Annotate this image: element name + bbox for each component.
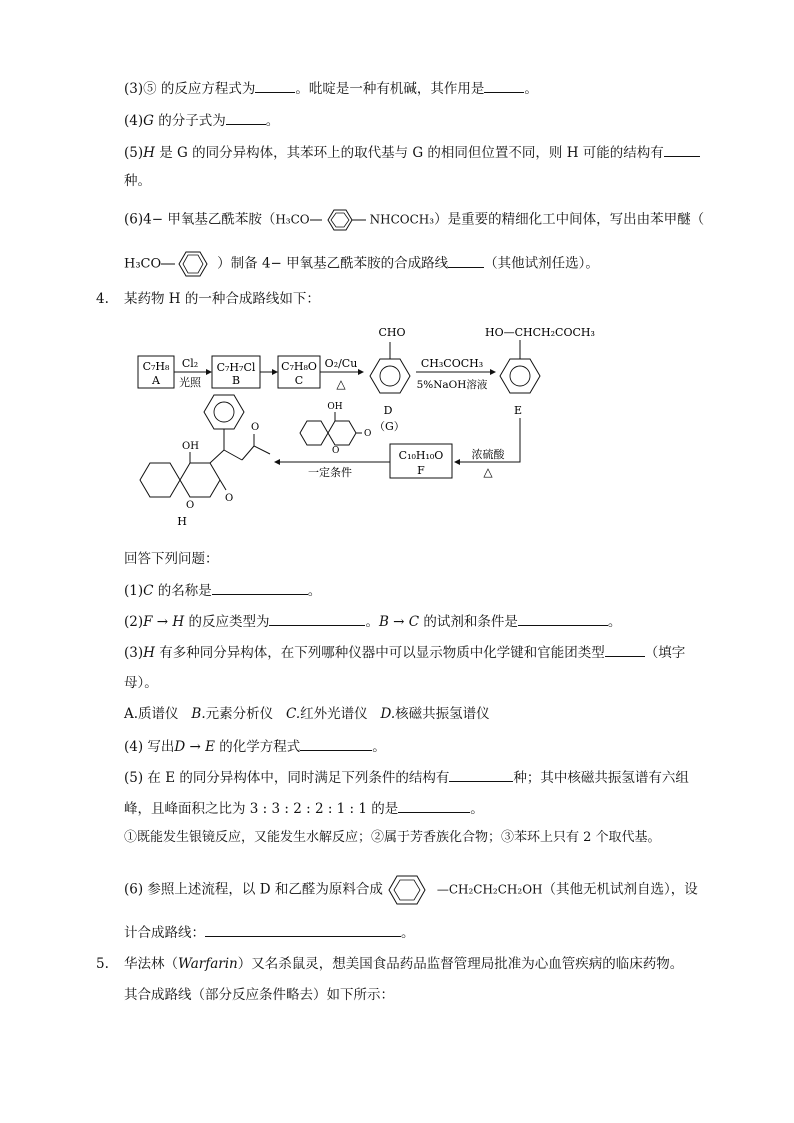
answer-blank[interactable] <box>398 798 470 813</box>
option-b-letter: B. <box>191 706 206 722</box>
text: 的试剂和条件是 <box>419 614 518 630</box>
text: 。 <box>307 583 322 599</box>
q3-part5-line <box>124 142 700 162</box>
text: 。 <box>470 801 484 817</box>
h-o2: O <box>225 493 234 504</box>
compound-d-label: D <box>383 404 393 417</box>
h-o: O <box>186 500 195 511</box>
compound-a-formula: C₇H₈ <box>142 360 170 373</box>
compound-a-label: A <box>152 374 160 387</box>
q3-part6-line <box>124 208 704 232</box>
text: 。 <box>607 614 622 630</box>
condition-cd-bottom: △ <box>336 377 346 391</box>
q5-line1 <box>124 955 683 973</box>
text: 华法林（ <box>124 956 178 972</box>
q3-part4-line <box>124 110 279 130</box>
text: (1) <box>124 583 144 599</box>
q4-part3-cont: 母）。 <box>124 675 158 691</box>
text: D → E <box>174 739 215 755</box>
text: 。 <box>372 739 386 755</box>
text: 。吡啶是一种有机碱，其作用是 <box>295 81 485 97</box>
answer-prompt: 回答下列问题： <box>124 551 219 567</box>
condition-ef-top: 浓硫酸 <box>471 448 505 461</box>
text: 的名称是 <box>153 583 212 599</box>
option-c[interactable]: 红外光谱仪 <box>300 706 368 722</box>
compound-c-formula: C₇H₈O <box>281 360 317 373</box>
text: (6)4− 甲氧基乙酰苯胺（ <box>124 211 276 228</box>
answer-blank[interactable] <box>212 580 308 595</box>
text: B → C <box>378 614 420 630</box>
text: ）又名杀鼠灵，想美国食品药品监督管理局批准为心血管疾病的临床药物。 <box>237 956 684 972</box>
answer-blank[interactable] <box>518 611 608 626</box>
h-ketone-o: O <box>251 422 260 433</box>
text: G <box>143 113 154 129</box>
answer-blank[interactable] <box>269 611 365 626</box>
q4-part5-cont <box>124 798 484 818</box>
question-intro: 某药物 H 的一种合成路线如下： <box>124 291 320 307</box>
compound-f-formula: C₁₀H₁₀O <box>398 449 444 462</box>
text: (4) 写出 <box>124 739 175 755</box>
text: （其他试剂任选）。 <box>484 255 599 272</box>
text: (6) 参照上述流程，以 D 和乙醛为原料合成 <box>124 881 383 898</box>
condition-de-bottom: 5%NaOH溶液 <box>416 379 488 391</box>
condition-ab-top: Cl₂ <box>181 357 199 370</box>
condition-ab-bottom: 光照 <box>179 376 201 389</box>
answer-blank[interactable] <box>449 767 513 782</box>
compound-g-label: （G） <box>374 420 405 433</box>
text: 。 <box>524 81 538 97</box>
condition-fh: 一定条件 <box>308 466 352 479</box>
text: H₃CO <box>275 212 310 227</box>
text: 的分子式为 <box>153 113 226 129</box>
text: 。 <box>401 925 415 941</box>
answer-blank[interactable] <box>255 78 295 93</box>
g-o2: O <box>364 429 372 439</box>
compound-e-sub: HO—CHCH₂COCH₃ <box>485 326 595 339</box>
answer-blank[interactable] <box>484 78 524 93</box>
text: ）制备 4− 甲氧基乙酰苯胺的合成路线 <box>217 255 449 272</box>
compound-f-label: F <box>417 464 425 477</box>
q4-part2 <box>124 611 621 631</box>
option-a[interactable]: A.质谱仪 <box>124 706 179 722</box>
q4-part5 <box>124 767 689 787</box>
text: 是 G 的同分异构体，其苯环上的取代基与 G 的相同但位置不同，则 H 可能的结构有 <box>154 145 664 161</box>
question-number: 5. <box>96 956 109 972</box>
q4-part6-cont <box>124 922 415 942</box>
option-d[interactable]: 核磁共振氢谱仪 <box>395 706 490 722</box>
text: NHCOCH₃ <box>369 212 435 227</box>
option-b[interactable]: 元素分析仪 <box>205 706 274 722</box>
compound-e-label: E <box>513 404 523 417</box>
condition-ef-bottom: △ <box>483 465 493 479</box>
text: H₃CO <box>124 256 162 272</box>
answer-blank[interactable] <box>664 142 700 157</box>
condition-cd-top: O₂/Cu <box>324 357 358 370</box>
compound-h-structure <box>140 395 270 528</box>
text: —CH₂CH₂CH₂OH <box>436 882 543 897</box>
q3-part5-cont: 种。 <box>124 173 151 189</box>
compound-d-sub: CHO <box>378 326 406 339</box>
text: （其他无机试剂自选），设 <box>542 881 698 898</box>
compound-b-formula: C₇H₇Cl <box>216 361 256 374</box>
h-oh: OH <box>182 441 199 452</box>
text: Warfarin <box>178 956 238 972</box>
text: F → H <box>143 614 185 630</box>
compound-e-structure <box>485 326 595 417</box>
q3-part3-line <box>124 78 538 98</box>
q4-options <box>124 705 490 723</box>
q4-part5-conditions: ①既能发生银镜反应，又能发生水解反应；②属于芳香族化合物；③苯环上只有 2 个取代基。 <box>124 830 661 845</box>
question-number: 4. <box>96 291 109 307</box>
text: H <box>143 145 155 161</box>
text: 。 <box>365 614 379 630</box>
compound-h-label: H <box>177 515 187 528</box>
synthesis-scheme <box>130 320 730 535</box>
q4-part4 <box>124 736 386 756</box>
text: 峰，且峰面积之比为 3 : 3 : 2 : 2 : 1 : 1 的是 <box>124 801 399 817</box>
benzene-ring-icon <box>161 250 217 278</box>
q4-part1 <box>124 580 321 600</box>
g-oh: OH <box>327 402 343 412</box>
g-o: O <box>332 446 340 456</box>
option-d-letter: D. <box>380 706 396 722</box>
text: H <box>143 645 155 661</box>
answer-blank[interactable] <box>226 110 266 125</box>
text: C <box>143 583 154 599</box>
text: 计合成路线： <box>124 925 205 941</box>
answer-blank[interactable] <box>205 922 401 937</box>
q4-part6 <box>124 874 698 906</box>
compound-b-label: B <box>231 374 241 387</box>
answer-blank[interactable] <box>448 253 484 268</box>
text: (5) 在 E 的同分异构体中，同时满足下列条件的结构有 <box>124 770 450 786</box>
q5-line2: 其合成路线（部分反应条件略去）如下所示： <box>124 987 394 1003</box>
text: (5) <box>124 145 144 161</box>
text: (2) <box>124 614 144 630</box>
text: 有多种同分异构体，在下列哪种仪器中可以显示物质中化学键和官能团类型 <box>154 645 605 661</box>
benzene-ring-icon <box>383 874 437 906</box>
text: 种；其中核磁共振氢谱有六组 <box>513 770 689 786</box>
text: (3) <box>124 645 144 661</box>
text: 。 <box>265 113 280 129</box>
condition-de-top: CH₃COCH₃ <box>420 357 484 370</box>
text: 的反应类型为 <box>184 614 270 630</box>
text: (3)⑤ 的反应方程式为 <box>124 81 256 97</box>
benzene-ring-icon <box>310 208 370 232</box>
q3-part6-cont <box>124 250 599 278</box>
q4-part3 <box>124 642 685 662</box>
text: (4) <box>124 113 144 129</box>
compound-d-structure <box>370 326 410 417</box>
text: （填字 <box>644 645 686 661</box>
text: 的化学方程式 <box>215 739 301 755</box>
answer-blank[interactable] <box>605 642 645 657</box>
option-c-letter: C. <box>286 706 301 722</box>
compound-c-label: C <box>294 374 304 387</box>
text: ）是重要的精细化工中间体，写出由苯甲醚（ <box>434 211 705 228</box>
answer-blank[interactable] <box>300 736 372 751</box>
